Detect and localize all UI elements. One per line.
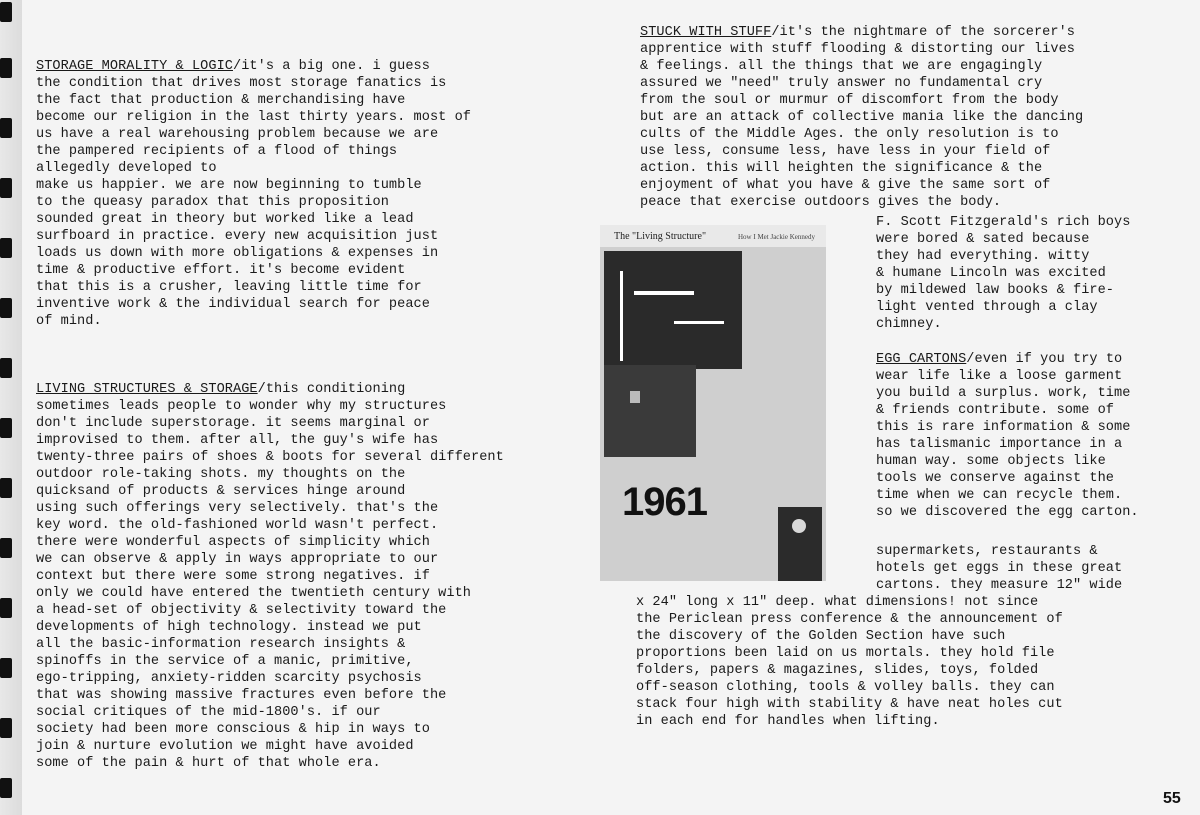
text-line: the pampered recipients of a flood of things xyxy=(36,144,398,159)
text-line: wear life like a loose garment xyxy=(876,369,1123,384)
text-line: were bored & sated because xyxy=(876,232,1090,247)
text-line: don't include superstorage. it seems marginal or xyxy=(36,416,430,431)
binding-mark xyxy=(0,478,12,498)
text-line: make us happier. we are now beginning to tumble xyxy=(36,178,422,193)
section-heading: EGG CARTONS xyxy=(876,352,967,367)
text-line: all the basic-information research insights & xyxy=(36,637,406,652)
text-line: assured we "need" truly answer no fundamental cry xyxy=(640,76,1043,91)
clipping-title: The "Living Structure" xyxy=(614,231,707,242)
text-line: peace that exercise outdoors gives the body. xyxy=(640,195,1002,210)
binding-mark xyxy=(0,118,12,138)
newspaper-clipping-photo xyxy=(600,225,826,581)
text-line: light vented through a clay xyxy=(876,300,1098,315)
text-line: x 24" long x 11" deep. what dimensions! not since xyxy=(636,595,1039,610)
text-line: join & nurture evolution we might have avoided xyxy=(36,739,414,754)
text-line: developments of high technology. instead we put xyxy=(36,620,422,635)
text-line: but are an attack of collective mania like the dancing xyxy=(640,110,1084,125)
text-line: time when we can recycle them. xyxy=(876,488,1123,503)
text-line: from the soul or murmur of discomfort from the body xyxy=(640,93,1059,108)
text-line: spinoffs in the service of a manic, primitive, xyxy=(36,654,414,669)
text-line: by mildewed law books & fire- xyxy=(876,283,1115,298)
text-line: social critiques of the mid-1800's. if our xyxy=(36,705,381,720)
text-line: sometimes leads people to wonder why my structures xyxy=(36,399,447,414)
binding-mark xyxy=(0,778,12,798)
text-line: that this is a crusher, leaving little time for xyxy=(36,280,422,295)
text-line: outdoor role-taking shots. my thoughts on the xyxy=(36,467,406,482)
text-line: twenty-three pairs of shoes & boots for several different xyxy=(36,450,504,465)
clipping-year: 1961 xyxy=(622,480,707,524)
text-line: F. Scott Fitzgerald's rich boys xyxy=(876,215,1131,230)
page-number: 55 xyxy=(1163,790,1181,807)
text-line: they had everything. witty xyxy=(876,249,1090,264)
text-line: so we discovered the egg carton. xyxy=(876,505,1139,520)
section-heading: STORAGE MORALITY & LOGIC xyxy=(36,59,233,74)
storage-morality-section xyxy=(36,58,504,330)
text-line: to the queasy paradox that this proposition xyxy=(36,195,389,210)
text-line: use less, consume less, have less in your field of xyxy=(640,144,1051,159)
binding-mark xyxy=(0,238,12,258)
text-line: only we could have entered the twentieth century with xyxy=(36,586,472,601)
clipping-image-person-seated xyxy=(604,365,696,457)
text-line: off-season clothing, tools & volley balls. they can xyxy=(636,680,1055,695)
text-line: you build a surplus. work, time xyxy=(876,386,1131,401)
text-line: cartons. they measure 12" wide xyxy=(876,578,1123,593)
binding-mark xyxy=(0,718,12,738)
text-line: /this conditioning xyxy=(257,382,406,397)
text-line: that was showing massive fractures even before the xyxy=(36,688,447,703)
left-column xyxy=(36,24,504,806)
text-line: we can observe & apply in ways appropriate to our xyxy=(36,552,439,567)
section-heading: STUCK WITH STUFF xyxy=(640,25,772,40)
living-structures-section xyxy=(36,381,504,772)
egg-cartons-section xyxy=(876,351,1139,521)
dimensions-paragraph xyxy=(636,594,1063,730)
text-line: folders, papers & magazines, slides, toys, folded xyxy=(636,663,1039,678)
clipping-image-bunk-structure xyxy=(604,251,742,369)
text-line: inventive work & the individual search for peace xyxy=(36,297,430,312)
text-line: apprentice with stuff flooding & distorting our lives xyxy=(640,42,1076,57)
text-line: enjoyment of what you have & give the same sort of xyxy=(640,178,1051,193)
text-line: quicksand of products & services hinge around xyxy=(36,484,406,499)
text-line: key word. the old-fashioned world wasn't perfect. xyxy=(36,518,439,533)
text-line: allegedly developed to xyxy=(36,161,217,176)
text-line: cults of the Middle Ages. the only resolution is to xyxy=(640,127,1059,142)
text-line: the fact that production & merchandising have xyxy=(36,93,406,108)
text-line: some of the pain & hurt of that whole era. xyxy=(36,756,381,771)
text-line: human way. some objects like xyxy=(876,454,1106,469)
clipping-subtitle: How I Met Jackie Kennedy xyxy=(738,233,815,241)
binding-mark xyxy=(0,298,12,318)
binding-mark xyxy=(0,598,12,618)
text-line: /it's a big one. i guess xyxy=(232,59,430,74)
text-line: & feelings. all the things that we are engagingly xyxy=(640,59,1043,74)
text-line: there were wonderful aspects of simplicity which xyxy=(36,535,430,550)
text-line: context but there were some strong negatives. if xyxy=(36,569,430,584)
section-heading: LIVING STRUCTURES & STORAGE xyxy=(36,382,258,397)
text-line: proportions been laid on us mortals. they hold file xyxy=(636,646,1055,661)
text-line: this is rare information & some xyxy=(876,420,1131,435)
text-line: action. this will heighten the significance & the xyxy=(640,161,1043,176)
text-line: surfboard in practice. every new acquisition just xyxy=(36,229,439,244)
text-line: become our religion in the last thirty years. most of xyxy=(36,110,472,125)
text-line: the Periclean press conference & the announcement of xyxy=(636,612,1063,627)
text-line: stack four high with stability & have neat holes cut xyxy=(636,697,1063,712)
text-line: the discovery of the Golden Section have such xyxy=(636,629,1006,644)
binding-mark xyxy=(0,418,12,438)
text-line: chimney. xyxy=(876,317,942,332)
text-line: /it's the nightmare of the sorcerer's xyxy=(771,25,1076,40)
binding-mark xyxy=(0,2,12,22)
binding-mark xyxy=(0,658,12,678)
text-line: improvised to them. after all, the guy's wife has xyxy=(36,433,439,448)
text-line: the condition that drives most storage fanatics is xyxy=(36,76,447,91)
binding-mark xyxy=(0,178,12,198)
stuck-with-stuff-section xyxy=(640,24,1083,211)
text-line: /even if you try to xyxy=(966,352,1123,367)
text-line: sounded great in theory but worked like a lead xyxy=(36,212,414,227)
text-line: tools we conserve against the xyxy=(876,471,1115,486)
text-line: society had been more conscious & hip in ways to xyxy=(36,722,430,737)
text-line: supermarkets, restaurants & xyxy=(876,544,1098,559)
binding-mark xyxy=(0,538,12,558)
binding-mark xyxy=(0,358,12,378)
fitzgerald-paragraph xyxy=(876,214,1130,333)
text-line: & humane Lincoln was excited xyxy=(876,266,1106,281)
binding-mark xyxy=(0,58,12,78)
text-line: & friends contribute. some of xyxy=(876,403,1115,418)
text-line: loads us down with more obligations & expenses in xyxy=(36,246,439,261)
text-line: ego-tripping, anxiety-ridden scarcity psychosis xyxy=(36,671,422,686)
text-line: us have a real warehousing problem because we are xyxy=(36,127,439,142)
text-line: a head-set of objectivity & selectivity toward the xyxy=(36,603,447,618)
text-line: hotels get eggs in these great xyxy=(876,561,1123,576)
text-line: in each end for handles when lifting. xyxy=(636,714,940,729)
clipping-image-portrait xyxy=(778,507,822,581)
text-line: of mind. xyxy=(36,314,102,329)
text-line: time & productive effort. it's become evident xyxy=(36,263,406,278)
supermarkets-paragraph xyxy=(876,543,1122,594)
text-line: has talismanic importance in a xyxy=(876,437,1123,452)
text-line: using such offerings very selectively. that's the xyxy=(36,501,439,516)
